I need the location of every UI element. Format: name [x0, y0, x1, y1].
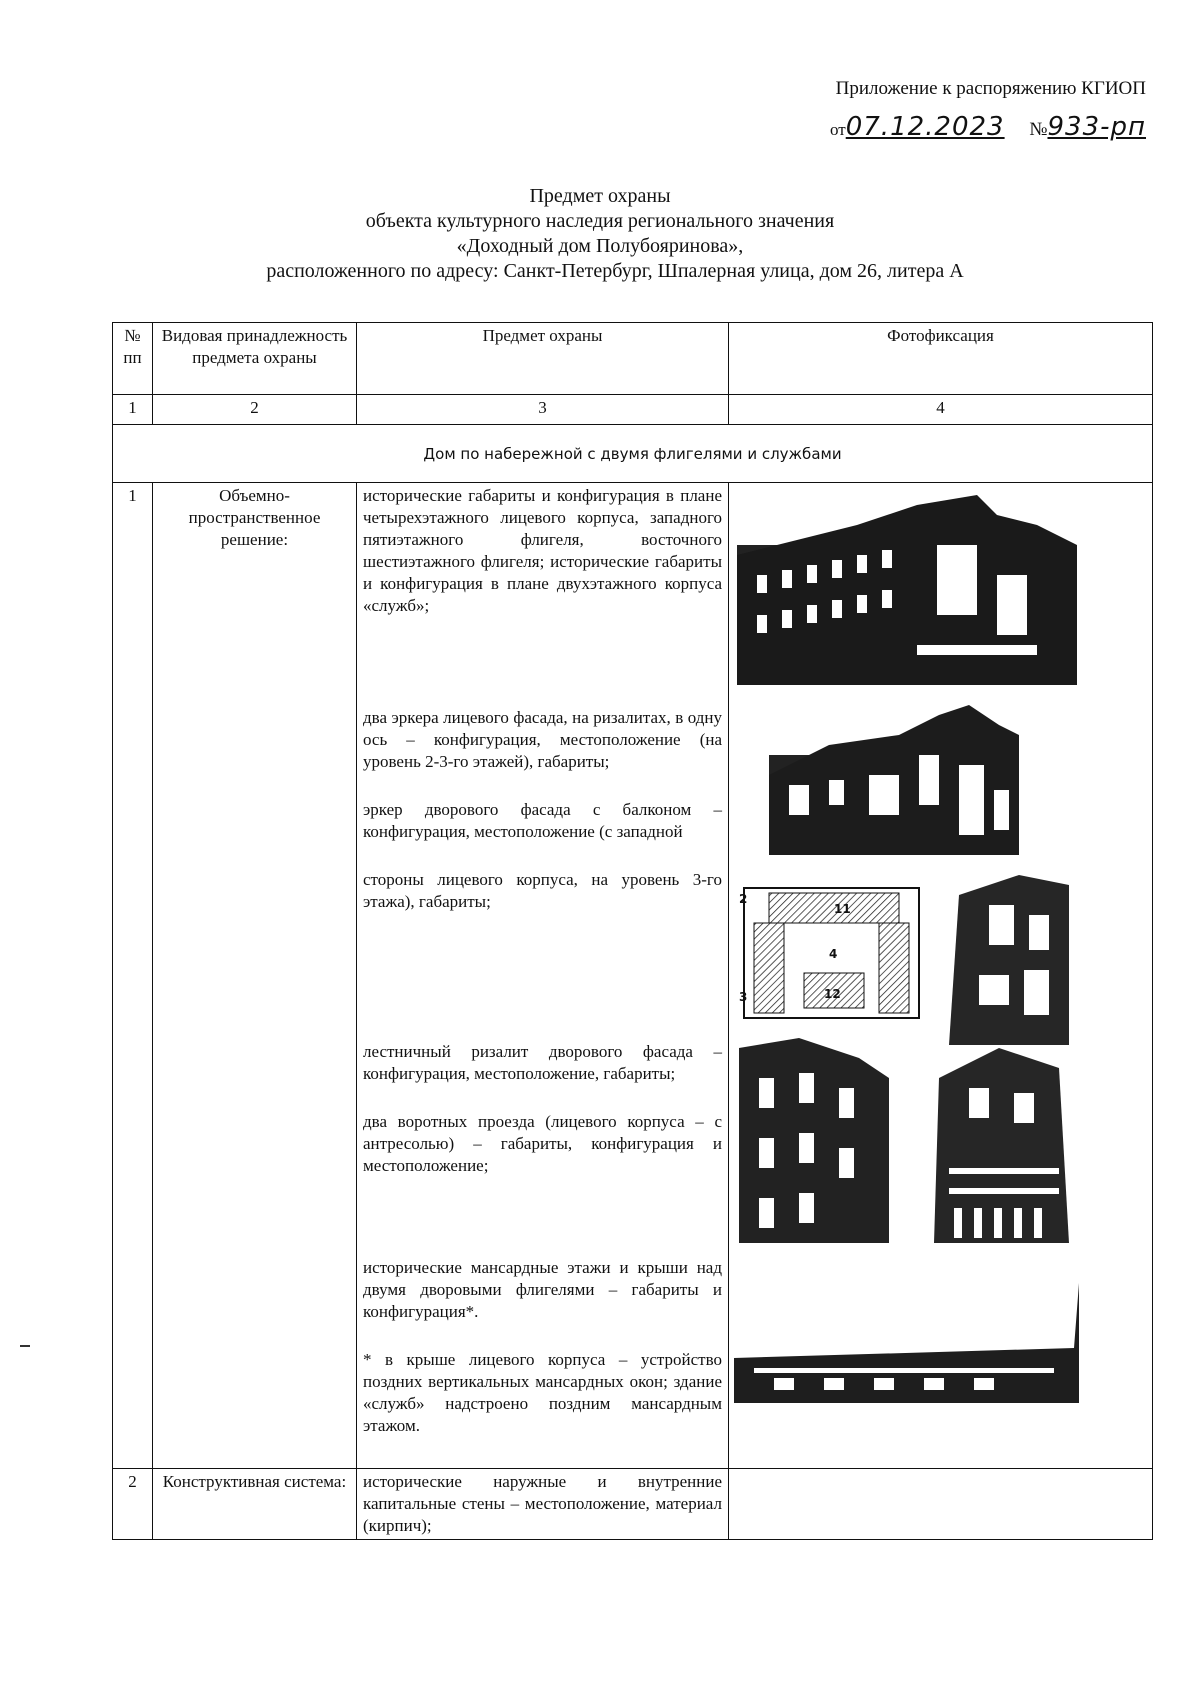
- subject-item: исторические мансардные этажи и крыши над двумя дворовыми флигелями – габариты и конфигурация*.: [363, 1258, 722, 1321]
- table-row: [113, 483, 1153, 1469]
- row-photos: [729, 483, 1153, 1469]
- table-row: [113, 1469, 1153, 1540]
- plan-label: 11: [834, 902, 851, 916]
- row-type: Конструктивная система:: [153, 1469, 357, 1540]
- subject-item: эркер дворового фасада с балконом – конфигурация, местоположение (с западной: [363, 800, 722, 841]
- margin-mark: [20, 1345, 30, 1347]
- row-photos: [729, 1469, 1153, 1540]
- subject-item: исторические наружные и внутренние капитальные стены – местоположение, материал (кирпич);: [363, 1472, 722, 1535]
- header-row: [113, 323, 1153, 395]
- roofs-photo: [734, 1283, 1079, 1403]
- plan-label: 12: [824, 987, 841, 1001]
- protection-table: [112, 322, 1153, 1540]
- col-header-photo: Фотофиксация: [729, 323, 1153, 395]
- subject-item: два эркера лицевого фасада, на ризалитах, в одну ось – конфигурация, местоположение (на уровень 2-3-го этажей), габариты;: [363, 708, 722, 771]
- col-header-num: № пп: [113, 323, 153, 395]
- section-title: Дом по набережной с двумя флигелями и службами: [113, 425, 1153, 483]
- row-subject: [357, 1469, 729, 1540]
- col-number-4: 4: [729, 395, 1153, 425]
- row-number: 2: [113, 1469, 153, 1540]
- col-number-3: 3: [357, 395, 729, 425]
- floor-plan-drawing: [739, 883, 924, 1023]
- subject-item: два воротных проезда (лицевого корпуса – с антресолью) – габариты, конфигурация и местоположение;: [363, 1112, 722, 1175]
- col-number-1: 1: [113, 395, 153, 425]
- courtyard-bay-photo: [939, 855, 1079, 1045]
- subject-item: исторические габариты и конфигурация в плане четырехэтажного лицевого корпуса, западного пятиэтажного флигеля, восточного шестиэтажного флигеля; исторические габариты и конфигурация в плане двухэтажного корпуса «служб»;: [363, 486, 722, 615]
- title-line-2: объекта культурного наследия регионального значения: [365, 210, 835, 232]
- subject-item: лестничный ризалит дворового фасада – конфигурация, местоположение, габариты;: [363, 1042, 722, 1083]
- col-header-type: Видовая принадлежность предмета охраны: [153, 323, 357, 395]
- facade-photo: [737, 485, 1077, 685]
- row-type: Объемно-пространственное решение:: [153, 483, 357, 1469]
- col-number-2: 2: [153, 395, 357, 425]
- appendix-note: Приложение к распоряжению КГИОП: [835, 78, 1146, 99]
- plan-label: 4: [829, 947, 838, 961]
- section-row: [113, 425, 1153, 483]
- column-number-row: [113, 395, 1153, 425]
- subject-item: стороны лицевого корпуса, на уровень 3-го этажа), габариты;: [363, 870, 722, 911]
- staircase-photo: [739, 1038, 909, 1243]
- title-block: [0, 184, 1200, 284]
- row-number: 1: [113, 483, 153, 1469]
- number-prefix: №: [1029, 119, 1048, 140]
- subject-item: * в крыше лицевого корпуса – устройство поздних вертикальных мансардных окон; здание «служб» надстроено поздним мансардным этажом.: [363, 1350, 722, 1435]
- col-header-subject: Предмет охраны: [357, 323, 729, 395]
- title-line-1: Предмет охраны: [529, 185, 671, 207]
- plan-label: 2: [739, 892, 748, 906]
- title-line-3: «Доходный дом Полубояринова»,: [456, 235, 744, 257]
- title-line-4: расположенного по адресу: Санкт-Петербург, Шпалерная улица, дом 26, литера А: [266, 260, 964, 282]
- gateway-photo: [929, 1048, 1074, 1243]
- order-date: 07.12.2023: [845, 112, 1005, 142]
- plan-label: 3: [739, 990, 748, 1004]
- date-prefix: от: [830, 120, 846, 139]
- order-number: 933-рп: [1047, 112, 1146, 142]
- bay-window-photo: [769, 695, 1019, 855]
- order-date-number: [830, 112, 1146, 142]
- row-subject: [357, 483, 729, 1469]
